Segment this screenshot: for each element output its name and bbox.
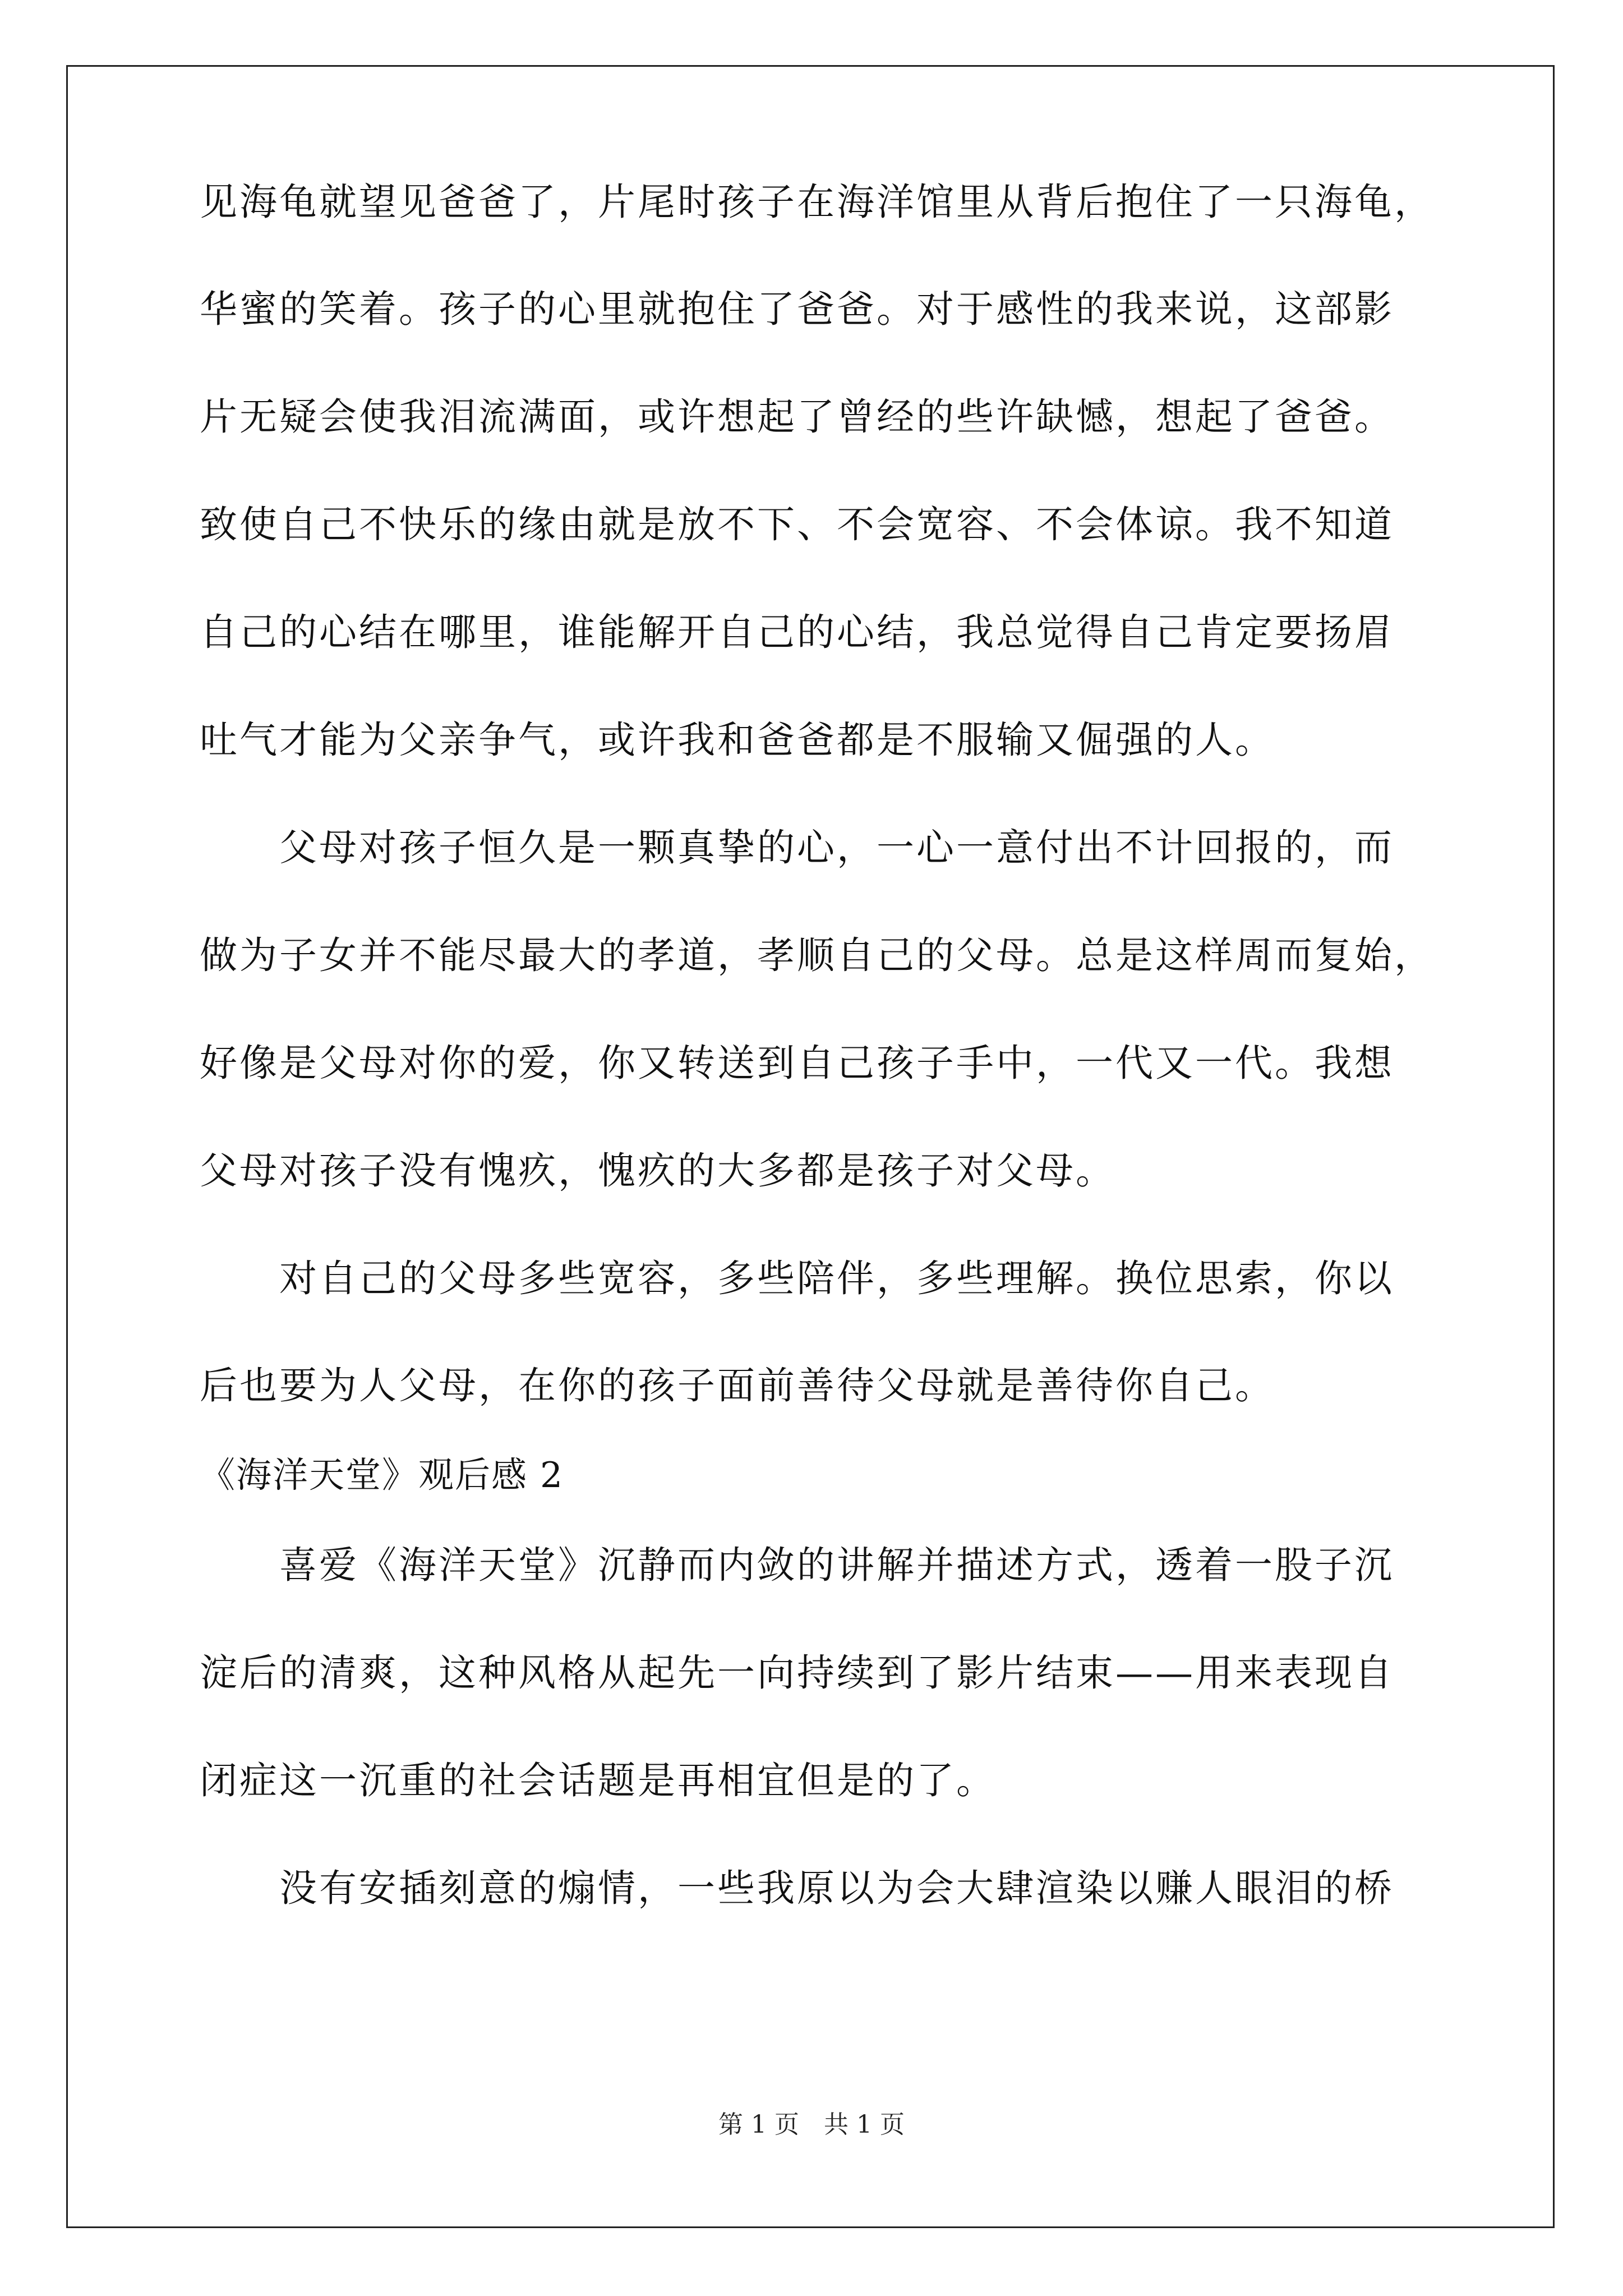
text-line: 片无疑会使我泪流满面，或许想起了曾经的些许缺憾，想起了爸爸。	[200, 395, 1394, 439]
text-line: 致使自己不快乐的缘由就是放不下、不会宽容、不会体谅。我不知道	[200, 503, 1394, 546]
text-line: 自己的心结在哪里，谁能解开自己的心结，我总觉得自己肯定要扬眉	[200, 610, 1394, 654]
text-line: 对自己的父母多些宽容，多些陪伴，多些理解。换位思索，你以	[200, 1257, 1394, 1300]
text-line: 好像是父母对你的爱，你又转送到自己孩子手中，一代又一代。我想	[200, 1041, 1394, 1085]
page-footer: 第 1 页 共 1 页	[718, 2110, 905, 2139]
text-line: 父母对孩子没有愧疚，愧疚的大多都是孩子对父母。	[200, 1149, 1115, 1193]
text-line: 闭症这一沉重的社会话题是再相宜但是的了。	[200, 1759, 996, 1802]
text-line: 没有安插刻意的煽情，一些我原以为会大肆渲染以赚人眼泪的桥	[200, 1866, 1394, 1910]
text-line: 喜爱《海洋天堂》沉静而内敛的讲解并描述方式，透着一股子沉	[200, 1543, 1394, 1587]
text-line: 淀后的清爽，这种风格从起先一向持续到了影片结束——用来表现自	[200, 1651, 1394, 1695]
text-line: 做为子女并不能尽最大的孝道，孝顺自己的父母。总是这样周而复始，	[200, 933, 1434, 977]
text-line: 父母对孩子恒久是一颗真挚的心，一心一意付出不计回报的，而	[200, 826, 1394, 869]
text-line: 吐气才能为父亲争气，或许我和爸爸都是不服输又倔强的人。	[200, 718, 1275, 762]
section-heading: 《海洋天堂》观后感 2	[200, 1455, 564, 1496]
text-line: 华蜜的笑着。孩子的心里就抱住了爸爸。对于感性的我来说，这部影	[200, 287, 1394, 331]
text-line: 后也要为人父母，在你的孩子面前善待父母就是善待你自己。	[200, 1364, 1275, 1407]
text-line: 见海龟就望见爸爸了，片尾时孩子在海洋馆里从背后抱住了一只海龟，	[200, 180, 1434, 224]
